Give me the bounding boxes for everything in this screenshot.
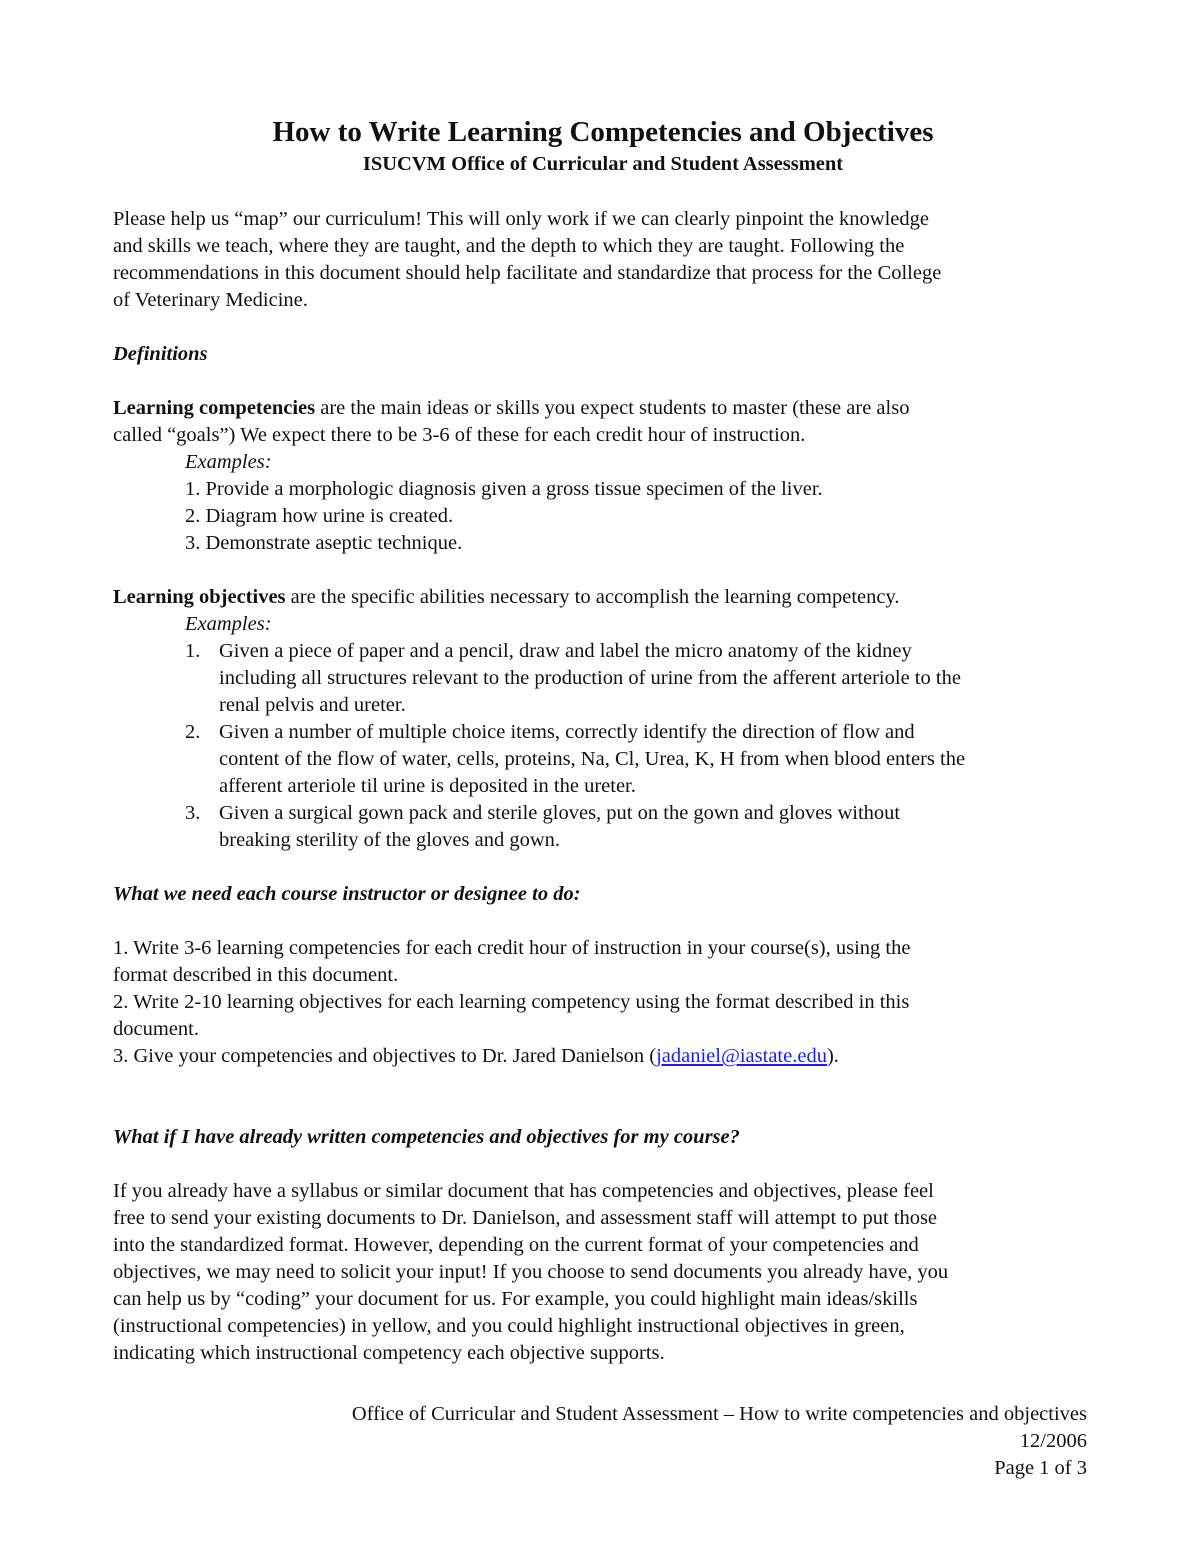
task-line: format described in this document. — [113, 964, 399, 986]
paragraph-line: free to send your existing documents to Dr. Danielson, and assessment staff will attempt to put those — [113, 1207, 938, 1229]
footer-office: Office of Curricular and Student Assessment – How to write competencies and objectives — [351, 1403, 1087, 1425]
objective-examples-list — [113, 638, 1093, 854]
footer-date: 12/2006 — [1019, 1430, 1087, 1452]
definitions-heading: Definitions — [113, 343, 208, 365]
list-item: 3. Demonstrate aseptic technique. — [185, 532, 463, 554]
list-number: 3. — [185, 802, 201, 824]
list-item: 3. Given a surgical gown pack and sterile gloves, put on the gown and gloves without breaking sterility of the gloves and gown. — [185, 802, 901, 851]
task-line: 3. Give your competencies and objectives to Dr. Jared Danielson (jadaniel@iastate.edu). — [113, 1045, 839, 1067]
examples-label: Examples: — [185, 451, 272, 473]
competencies-definition — [113, 395, 1093, 557]
task-line: 1. Write 3-6 learning competencies for each credit hour of instruction in your course(s), using the — [113, 937, 911, 959]
competencies-text: are the main ideas or skills you expect students to master (these are also — [315, 397, 910, 419]
competencies-term: Learning competencies — [113, 397, 316, 419]
list-number: 1. — [185, 640, 201, 662]
document-title: How to Write Learning Competencies and Objectives — [272, 116, 934, 148]
competency-examples-list — [113, 476, 1093, 557]
footer-page-number: Page 1 of 3 — [994, 1457, 1087, 1479]
task-line: document. — [113, 1018, 199, 1040]
intro-line: and skills we teach, where they are taught, and the depth to which they are taught. Following the — [113, 235, 905, 257]
paragraph-line: If you already have a syllabus or similar document that has competencies and objectives, please feel — [113, 1180, 934, 1202]
list-item: 1. Provide a morphologic diagnosis given a gross tissue specimen of the liver. — [185, 478, 823, 500]
intro-paragraph — [113, 206, 1093, 314]
email-link[interactable]: jadaniel@iastate.edu — [656, 1045, 827, 1067]
list-item: 2. Diagram how urine is created. — [185, 505, 454, 527]
paragraph-line: objectives, we may need to solicit your input! If you choose to send documents you already have, you — [113, 1261, 949, 1283]
examples-label: Examples: — [185, 613, 272, 635]
paragraph-line: indicating which instructional competency each objective supports. — [113, 1342, 665, 1364]
paragraph-line: can help us by “coding” your document for us. For example, you could highlight main ideas/skills — [113, 1288, 918, 1310]
instructor-tasks — [113, 935, 1093, 1070]
objectives-text: are the specific abilities necessary to accomplish the learning competency. — [285, 586, 900, 608]
already-written-paragraph — [113, 1178, 1093, 1367]
objectives-definition — [113, 584, 1093, 854]
task-line: 2. Write 2-10 learning objectives for each learning competency using the format described in this — [113, 991, 910, 1013]
instructor-heading: What we need each course instructor or designee to do: — [113, 883, 581, 905]
list-item: 2. Given a number of multiple choice items, correctly identify the direction of flow and content of the flow of water, cells, proteins, Na, Cl, Urea, K, H from when blood enters the afferent arteriole til urine is deposited in the ureter. — [185, 721, 966, 797]
intro-line: of Veterinary Medicine. — [113, 289, 308, 311]
list-item: 1. Given a piece of paper and a pencil, draw and label the micro anatomy of the kidney including all structures relevant to the production of urine from the afferent arteriole to the renal pelvis and ureter. — [185, 640, 961, 716]
paragraph-line: into the standardized format. However, depending on the current format of your competencies and — [113, 1234, 919, 1256]
already-written-heading: What if I have already written competencies and objectives for my course? — [113, 1126, 740, 1148]
objectives-term: Learning objectives — [113, 586, 286, 608]
document-page — [113, 112, 1093, 1367]
paragraph-line: (instructional competencies) in yellow, and you could highlight instructional objectives in green, — [113, 1315, 905, 1337]
intro-line: Please help us “map” our curriculum! This will only work if we can clearly pinpoint the knowledge — [113, 208, 929, 230]
list-number: 2. — [185, 721, 201, 743]
intro-line: recommendations in this document should help facilitate and standardize that process for the College — [113, 262, 942, 284]
document-subtitle: ISUCVM Office of Curricular and Student Assessment — [362, 153, 844, 175]
competencies-text: called “goals”) We expect there to be 3-6 of these for each credit hour of instruction. — [113, 424, 806, 446]
page-footer — [352, 1401, 1087, 1482]
